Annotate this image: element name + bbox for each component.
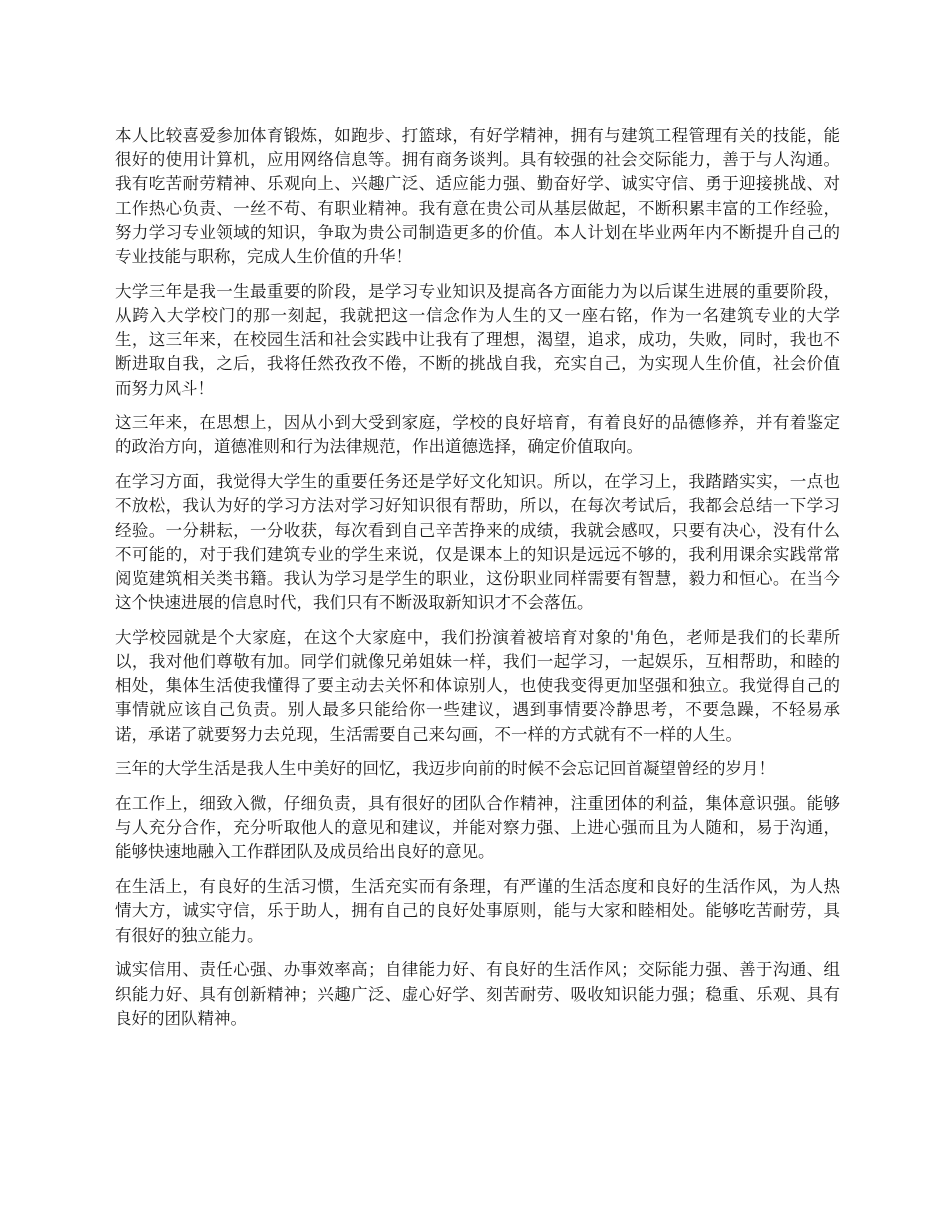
paragraph-memories: 三年的大学生活是我人生中美好的回忆，我迈步向前的时候不会忘记回首凝望曾经的岁月！ (115, 759, 775, 779)
paragraph-study: 在学习方面，我觉得大学生的重要任务还是学好文化知识。所以，在学习上，我踏踏实实，一点也不放松，我认为好的学习方法对学习好知识很有帮助，所以，在每次考试后，我都会总结一下学习经验。一分耕耘，一分收获，每次看到自己辛苦挣来的成绩，我就会感叹，只要有决心，没有什么不可能的，对于我们建筑专业的学生来说，仅是课本上的知识是远远不够的，我利用课余实践常常阅览建筑相关类书籍。我认为学习是学生的职业，这份职业同样需要有智慧，毅力和恒心。在当今这个快速进展的信息时代，我们只有不断汲取新知识才不会落伍。 (115, 472, 840, 613)
paragraph-campus-life: 大学校园就是个大家庭，在这个大家庭中，我们扮演着被培育对象的'角色，老师是我们的长辈所以，我对他们尊敬有加。同学们就像兄弟姐妹一样，我们一起学习，一起娱乐，互相帮助，和睦的相处，集体生活使我懂得了要主动去关怀和体谅别人，也使我变得更加坚强和独立。我觉得自己的事情就应该自己负责。别人最多只能给你一些建议，遇到事情要冷静思考，不要急躁，不轻易承诺，承诺了就要努力去兑现，生活需要自己来勾画，不一样的方式就有不一样的人生。 (115, 627, 840, 744)
paragraph-strengths: 诚实信用、责任心强、办事效率高；自律能力好、有良好的生活作风；交际能力强、善于沟通、组织能力好、具有创新精神；兴趣广泛、虚心好学、刻苦耐劳、吸收知识能力强；稳重、乐观、具有良好的团队精神。 (115, 960, 840, 1028)
paragraph-life: 在生活上，有良好的生活习惯，生活充实而有条理，有严谨的生活态度和良好的生活作风，为人热情大方，诚实守信，乐于助人，拥有自己的良好处事原则，能与大家和睦相处。能够吃苦耐劳，具有很好的独立能力。 (115, 877, 840, 945)
paragraph-ideology: 这三年来，在思想上，因从小到大受到家庭，学校的良好培育，有着良好的品德修养，并有着鉴定的政治方向，道德准则和行为法律规范，作出道德选择，确定价值取向。 (115, 413, 840, 457)
document-body (115, 124, 840, 1041)
paragraph-work: 在工作上，细致入微，仔细负责，具有很好的团队合作精神，注重团体的利益，集体意识强。能够与人充分合作，充分听取他人的意见和建议，并能对察力强、上进心强而且为人随和，易于沟通，能够快速地融入工作群团队及成员给出良好的意见。 (115, 794, 840, 862)
paragraph-hobbies-skills: 本人比较喜爱参加体育锻炼，如跑步、打篮球，有好学精神，拥有与建筑工程管理有关的技能，能很好的使用计算机，应用网络信息等。拥有商务谈判。具有较强的社会交际能力，善于与人沟通。我有吃苦耐劳精神、乐观向上、兴趣广泛、适应能力强、勤奋好学、诚实守信、勇于迎接挑战、对工作热心负责、一丝不苟、有职业精神。我有意在贵公司从基层做起，不断积累丰富的工作经验，努力学习专业领域的知识，争取为贵公司制造更多的价值。本人计划在毕业两年内不断提升自己的专业技能与职称，完成人生价值的升华！ (115, 126, 840, 267)
paragraph-university-years: 大学三年是我一生最重要的阶段，是学习专业知识及提高各方面能力为以后谋生进展的重要阶段，从跨入大学校门的那一刻起，我就把这一信念作为人生的又一座右铭，作为一名建筑专业的大学生，这三年来，在校园生活和社会实践中让我有了理想，渴望，追求，成功，失败，同时，我也不断进取自我，之后，我将任然孜孜不倦，不断的挑战自我，充实自己，为实现人生价值，社会价值而努力风斗！ (115, 281, 840, 398)
